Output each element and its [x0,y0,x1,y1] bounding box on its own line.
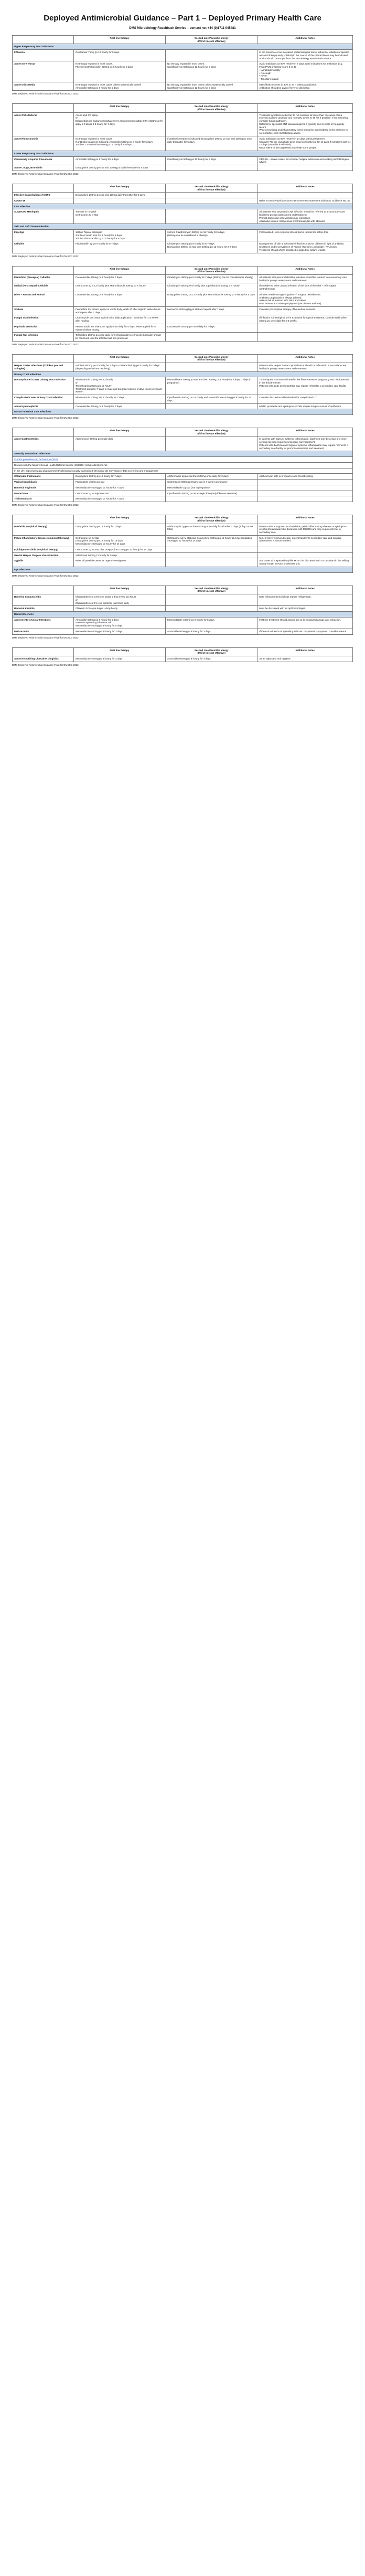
first-line-cell: Ceftriaxone 2g iv 12 hourly plus Metronidazole 400mg po 8 hourly [73,283,165,292]
section-header-row [13,44,353,50]
table-row [13,165,353,171]
notes-cell: For localised – non systemic illness trial of topical 5% before this. [257,230,353,241]
page-footer: DMS Deployed Antimicrobial Guidance Final for DMSCC 2022 [12,172,79,175]
table-row [13,136,353,151]
notes-cell: Consider discussion with MMSRM for complicated UTI. [257,395,353,403]
first-line-cell: Metronidazole 400mg po 12 hourly for 7 days [73,485,165,491]
table-row [13,535,353,547]
condition-cell: Acute Otitis Externa [13,112,74,136]
notes-cell: Azithromycin safe in pregnancy and breastfeeding. [257,474,353,480]
page-footer: DMS Deployed Antimicrobial Guidance Final for DMSCC 2022 [12,254,79,258]
second-line-cell: No therapy required in most cases. Clarithromycin 500mg po 12 hourly for 5 days [166,61,257,82]
notes-cell [257,165,353,171]
second-line-cell: Ceftriaxone 1g IM stat plus Doxycycline 100mg po 12 hourly plus Metronidazole 400mg po 12 hourly for 14 days [166,535,257,547]
table-row [13,324,353,332]
guidance-table [12,184,353,253]
first-line-cell: Fluconazole 150mg po stat [73,480,165,485]
first-line-cell: Refer all possible cases for urgent investigation [73,558,165,567]
second-line-cell: Amoxicillin 500mg po 8 hourly for 3 days [166,656,257,662]
notes-cell: As an adjunct to oral hygiene. [257,656,353,662]
condition-cell: Impetigo [13,230,74,241]
first-line-cell: Doxycycline 200mg po stat and 100mg daily thereafter for 5 days [73,193,165,198]
info-text: Discuss with the Military Sexual Health Referral Service (MHSRS) mshs.rcdm@nhs.net [13,462,353,468]
document-header [12,7,353,35]
column-header: First line therapy [73,104,165,112]
table-header-row [13,36,353,44]
second-line-cell [166,403,257,409]
first-line-cell: Amoxicillin 500mg po 8 hourly for 5 days In severe spreading infections add: Metronidazole 400mg po 8 hourly for 5 days [73,617,165,629]
column-header [13,266,74,274]
second-line-cell [166,165,257,171]
notes-cell: Management of skin & soft tissue infections may be different in light of antibiotic resistance and/or prevalence of Panton-Valentine Leukocidin (PVL) toxin. Treatment should where possible be guided by culture results. [257,241,353,253]
first-line-cell: No therapy required in most cases. Phenoxymethylpenicillin 500mg po 6 hourly for 5 days [73,61,165,82]
notes-cell [257,333,353,341]
condition-cell: Suspected Meningitis [13,209,74,224]
column-header: Second Line/Penicillin allergy (If first line not effective) [166,266,257,274]
condition-cell: Chlamydia trachomatis [13,474,74,480]
table-header-row [13,104,353,112]
first-line-cell: Metronidazole 400mg po 12 hourly for 7 days [73,496,165,502]
info-row [13,462,353,468]
notes-cell: Otitis likely resolves in 80% in 24 h without antibiotics. Antibiotics should be given if fever or discharge. [257,82,353,90]
first-line-cell: Permethrin 5% cream: apply on whole body, wash off after eight to twelve hours and repeat after 7 days [73,306,165,315]
condition-cell: Bacterial Conjunctivitis [13,594,74,606]
condition-cell: Urethritis (empirical therapy) [13,524,74,535]
condition-cell: Herpes Zoster Infections (Chicken pox and Shingles) [13,363,74,371]
table-row [13,61,353,82]
table-row [13,377,353,395]
guidance-tables [12,35,353,666]
first-line-cell: Flucloxacillin 1g po 6 hourly for 5-7 days [73,241,165,253]
section-header-row [13,224,353,230]
page-block [12,184,353,258]
first-line-cell: Aciclovir 800mg po 5 hourly, for 7 days or Valaciclovir 1g po 8 hourly for 7 days (depending on lesions resolving) [73,363,165,371]
column-header: Second Line/Penicillin allergy (If first line not effective) [166,647,257,656]
table-row [13,496,353,502]
page-footer: DMS Deployed Antimicrobial Guidance Final for DMSCC 2022 [12,504,79,507]
page-footer: DMS Deployed Antimicrobial Guidance Final for DMSCC 2022 [12,663,79,666]
second-line-cell [166,558,257,567]
page-footer: DMS Deployed Antimicrobial Guidance Final for DMSCC 2022 [12,343,79,346]
column-header: First line therapy [73,428,165,437]
first-line-cell: Valaciclovir 500mg 12 hourly for 5 days [73,552,165,558]
notes-cell: Avoid antibiotics as 80% resolve in 14 days without treatment. Consider 7th line using high-dose nasal corticosteroid for 14 days if symptoms last for 10 days (note this is off-label). Nasal saline or decongestants may help some people. [257,136,353,151]
guidance-table [12,354,353,415]
condition-cell: Fungal Nail infection [13,333,74,341]
column-header: Additional Notes [257,515,353,524]
page-block [12,428,353,506]
notes-cell: Note chloramphenicol drops require refrigeration. [257,594,353,606]
first-line-cell: Azithromycin 500mg po single dose [73,437,165,451]
condition-cell: Pericoronitis [13,629,74,634]
notes-cell [257,491,353,496]
second-line-cell [166,193,257,198]
column-header [13,586,74,594]
column-header: Additional Notes [257,647,353,656]
first-line-cell: Amoxicillin 500mg po 8 hourly for 5 days [73,156,165,165]
table-row [13,629,353,634]
notes-cell: Treat until symptoms settle but do not continue for more than one week. Keep external auditory canal dry and normally swims to 48 hrs if possible. If not resolving consider fungal pathogen. Referral for specialist ENT opinion required if typically due to settle or frequently recurs. Wide necrotising and inflammatory forms should be administered in the presence of co-morbidity, seek microbiology advice. [257,112,353,136]
table-row [13,50,353,61]
notes-cell: If considered to be caused infection of the face of the orbit – refer urgent ophthalmology. [257,283,353,292]
notes-cell: If infection is intertriginal or for extensive for topical treatment, consider terbinafine 250mg po once daily for 2-6 weeks. [257,315,353,324]
second-line-cell: No therapy required in most cases unless systemically unwell Clarithromycin 500mg po 12 hourly for 5 days [166,82,257,90]
column-header: Second Line/Penicillin allergy (If first line not effective) [166,354,257,363]
second-line-cell: Clotrimazole 500mg pessary stat or 7 days in pregnancy [166,480,257,485]
condition-cell: Community Acquired Pneumonia [13,156,74,165]
first-line-cell: Nitrofurantoin 100mg MR 12 hourly or Trimethoprim 200mg po 12 hourly Treatment duration: 7 days in male and pregnant women, 3 days in non-pregnant women [73,377,165,395]
second-line-cell: Itraconazole 200mg po once daily for 7 days [166,324,257,332]
table-row [13,209,353,224]
table-row [13,198,353,204]
notes-cell: N.B. In Severe pelvic disease, urgent transfer to secondary care and surgical assessment is recommended. [257,535,353,547]
table-row [13,306,353,315]
section-header-row [13,611,353,617]
second-line-cell [166,594,257,606]
page-block [12,354,353,419]
table-row [13,241,353,253]
column-header: Additional Notes [257,266,353,274]
table-row [13,606,353,612]
table-header-row [13,266,353,274]
first-line-cell: No therapy required in most cases If antibiotic treatment indicated: Amoxicillin 500mg po 8 hourly for 5 days 2nd line: Co-amoxiclav 625mg po 8 hourly for 5 days [73,136,165,151]
second-line-cell: Clarithromycin 500mg po 12 hourly for 5 days [166,156,257,165]
page-block [12,103,353,175]
table-row [13,480,353,485]
column-header: First line therapy [73,515,165,524]
table-row [13,403,353,409]
first-line-cell: Co-amoxiclav 625mg po 8 hourly for 7 days [73,403,165,409]
column-header: Additional Notes [257,104,353,112]
condition-cell: COVID-19 [13,198,74,204]
table-row [13,156,353,165]
column-header: Second Line/Penicillin allergy (If first line not effective) [166,184,257,192]
column-header [13,184,74,192]
first-line-cell: Doxycycline 100mg po 12 hourly for 7 days [73,474,165,480]
condition-cell: Vaginal Candidiasis [13,480,74,485]
section-title: Sexually Transmitted Infections [13,451,353,457]
table-row [13,82,353,90]
column-header [13,515,74,524]
first-line-cell: Ceftriaxone 1g IM stat plus Doxycycline 100mg po 12 hourly for 14 days [73,547,165,552]
table-row [13,292,353,306]
guidance-table [12,428,353,502]
guidance-table [12,103,353,171]
page-block [12,586,353,639]
page-footer: DMS Deployed Antimicrobial Guidance Final for DMSCC 2022 [12,574,79,577]
section-title: Eye Infections [13,567,353,572]
section-header-row [13,151,353,156]
condition-cell: Trichomoniasis [13,496,74,502]
first-line-cell: Doxycycline 100mg po 12 hourly for 7 days [73,524,165,535]
info-text: In the UK: https://www.gov.uk/government/collections/sexually-transmitted-infections-stis-surveillance-data-screening-and-management [13,468,353,474]
condition-cell: Acute Cough, Bronchitis [13,165,74,171]
condition-cell: Acute Sore Throat [13,61,74,82]
first-line-cell: Metronidazole 400mg po 8 hourly for 3 days [73,629,165,634]
condition-cell: Acute Necrotising Ulcerative Gingivitis [13,656,74,662]
table-row [13,274,353,283]
column-header [13,647,74,656]
section-header-row [13,204,353,209]
notes-cell: In the presence of an increased epidemiological risk of influenza, initiation of specific anti-viral therapy early (<48hrs) in the course of the clinical illness may be indicated. Advice should be sought from the Microbiology Reach Back service. [257,50,353,61]
condition-cell: Periorbital (Preseptal) Cellulitis [13,274,74,283]
notes-cell: In patients with signs of systemic inflammation, diarrhoea may be a sign of a more serious infection requiring secondary care treatment. Patients with diarrhoea and signs of systemic inflammation may require referral to a secondary care facility for prompt assessment and treatment. [257,437,353,451]
column-header: Additional Notes [257,354,353,363]
second-line-cell [166,50,257,61]
condition-cell: Bacterial Vaginosis [13,485,74,491]
section-title: Skin and Soft Tissue Infection [13,224,353,230]
column-header: First line therapy [73,586,165,594]
notes-cell: All bites need thorough irrigation +/- surgical debridement. Antibiotic prophylaxis is always advised. Assess risk of tetanus, HIV, BBV and rabies. Note tetanus and rabies prophylaxis (vaccination and IGs). [257,292,353,306]
notes-cell [257,496,353,502]
table-row [13,395,353,403]
section-header-row [13,451,353,457]
guidance-table [12,586,353,635]
notes-cell: CRB-65 – severe cases: ≥2 consider hospital admission and seeking microbiological advice. [257,156,353,165]
second-line-cell [166,552,257,558]
condition-cell: Gonorrhoea [13,491,74,496]
column-header [13,36,74,44]
first-line-cell: No therapy required in most cases unless systemically unwell Amoxicillin 500mg po 8 hourly for 5 days [73,82,165,90]
second-line-cell: If antibiotic treatment indicated: Doxycycline 200mg po stat and 100mg po once daily thereafter for 5 days [166,136,257,151]
table-row [13,656,353,662]
table-row [13,283,353,292]
first-line-cell: Clotrimazole 1% cream topical twice daily application - continue for 1-2 weeks after healing [73,315,165,324]
page-footer: DMS Deployed Antimicrobial Guidance Final for DMSCC 2022 [12,417,79,420]
table-row [13,617,353,629]
section-title: CNS Infection [13,204,353,209]
notes-cell: Consider pre-emptive therapy of household contacts. [257,306,353,315]
condition-cell: Syphilis [13,558,74,567]
notes-cell: Refer to DMS Physician COVID-19 consensus statement and NICE Guidance NG191 [257,198,353,204]
second-line-cell [166,437,257,451]
second-line-cell [166,333,257,341]
notes-cell: Must be discussed with an ophthalmologist. [257,606,353,612]
notes-cell [257,547,353,552]
second-line-cell [166,363,257,371]
column-header: First line therapy [73,36,165,44]
second-line-cell: Ciprofloxacin 500mg po 12 hourly and Metronidazole 400mg po 8 hourly for 14 days [166,395,257,403]
first-line-cell: Transfer to hospital Ceftriaxone 2g iv stat [73,209,165,224]
section-header-row [13,567,353,572]
first-line-cell: Co-amoxiclav 625mg po 8 hourly for 5 days [73,292,165,306]
column-header: Additional Notes [257,586,353,594]
condition-cell: Cellulitis [13,241,74,253]
table-row [13,547,353,552]
column-header: Additional Notes [257,428,353,437]
notes-cell: NOTE: prostatitis and epididymo-orchitis require longer courses of antibiotics. [257,403,353,409]
notes-cell [257,193,353,198]
table-row [13,558,353,567]
column-header [13,354,74,363]
second-line-cell [166,547,257,552]
condition-cell: Fungal Skin infection [13,315,74,324]
column-header [13,428,74,437]
first-line-cell: Ketoconazole 2% shampoo: apply once daily for 5 days, leave applied for 5 minutes before rinsing [73,324,165,332]
section-title: Urinary Tract Infections [13,371,353,377]
column-header: First line therapy [73,354,165,363]
column-header: Second Line/Penicillin allergy (If first line not effective) [166,104,257,112]
table-row [13,485,353,491]
table-header-row [13,647,353,656]
table-row [13,594,353,606]
notes-cell [257,480,353,485]
condition-cell: Complicated Lower Urinary Tract Infection [13,395,74,403]
notes-cell: First line treatment should always aim to be surgical drainage and extraction. [257,617,353,629]
column-header: First line therapy [73,266,165,274]
section-title: Gastro intestinal tract Infections [13,409,353,415]
first-line-cell: Ofloxacin 0.3% eye drops 1 drop hourly [73,606,165,612]
table-row [13,474,353,480]
first-line-cell: Nitrofurantoin 100mg MR 12 hourly for 7 days [73,395,165,403]
info-row [13,468,353,474]
first-line-cell [73,198,165,204]
table-row [13,552,353,558]
column-header: Second Line/Penicillin allergy (If first line not effective) [166,36,257,44]
notes-cell: All patients with suspected CNS infection should be referred to a secondary care facility for prompt assessment and treatment. Prompt discussion with Microbiology reachback. Alternative routes: Intravenous or Intramuscular with lidocaine [257,209,353,224]
table-row [13,112,353,136]
second-line-cell: Metronidazole 2g stat (not in pregnancy) [166,485,257,491]
condition-cell: Acute Pyelonephritis [13,403,74,409]
condition-cell: Scabies [13,306,74,315]
page-block [12,515,353,577]
table-header-row [13,515,353,524]
table-row [13,315,353,324]
section-header-row [13,409,353,415]
page-block [12,647,353,666]
notes-cell: Patients with non-gonococcal urethritis, pelvic inflammatory disease or epididymo-orchitis should always be discussed with MHSRS and may require referral to secondary care. [257,524,353,535]
guidance-table [12,35,353,91]
page-footer: DMS Deployed Antimicrobial Guidance Final for DMSCC 2022 [12,92,79,95]
first-line-cell: Oseltamivir 75mg po 12 hourly for 5 days [73,50,165,61]
condition-cell: Genital Herpes Simplex Virus infection [13,552,74,558]
guidance-table [12,515,353,573]
section-header-row [13,371,353,377]
second-line-cell: Azithromycin 1g po stat then 500mg once daily for 2 days [166,474,257,480]
condition-cell: Bacterial Keratitis [13,606,74,612]
table-header-row [13,586,353,594]
page-block [12,35,353,95]
second-line-cell [166,496,257,502]
notes-cell: ALL cases of suspected syphilis MUST be discussed with a Consultant in the Military Sexual Health Service or relevant unit. [257,558,353,567]
guidance-table [12,647,353,662]
section-title: Upper Respiratory Tract Infections [13,44,353,50]
link-row [13,457,353,463]
condition-cell: Pelvic Inflammatory Disease (empirical therapy) [13,535,74,547]
column-header: Additional Notes [257,36,353,44]
first-line-cell: Doxycycline 200mg po stat and 100mg po daily thereafter for 5 days [73,165,165,171]
page [12,0,353,680]
second-line-cell [166,198,257,204]
notes-cell [257,552,353,558]
table-row [13,333,353,341]
column-header [13,104,74,112]
first-line-cell: Chloramphenicol 0.5% eye drops 1 drop every two hours or Chloramphenicol 1% eye ointment four times daily [73,594,165,606]
first-line-cell: Terbinafine 250mg po once daily for 6 (fingernails) to 12 weeks (toenails) should be continued until the affected nail has grown out [73,333,165,341]
condition-cell: Epididymo-orchitis (empirical therapy) [13,547,74,552]
table-row [13,524,353,535]
page-footer: DMS Deployed Antimicrobial Guidance Final for DMSCC 2022 [12,636,79,639]
notes-cell: Avoid antibiotics as 80% resolve in 7 days. Note indications for antibiotics (e.g. FeverPAIN or Centor score 3 or 4): • Lymphadenopathy • No cough • Fever • Tonsillar exudate [257,61,353,82]
guidelines-link[interactable]: Current guidelines can be found in OGGs [13,457,353,463]
second-line-cell [166,315,257,324]
condition-cell: Acute Rhinosinusitis [13,136,74,151]
notes-cell: Patients with Herpes Zoster Ophthalmicus should be referred to a secondary care facility for prompt assessment and treatment. [257,363,353,371]
page-title: Deployed Antimicrobial Guidance – Part 1 – Deployed Primary Health Care [44,14,321,23]
first-line-cell: 1st line Topical antiseptic 2nd line Fusidic acid 2% 8 hourly for 5 days 3rd line Flucloxacillin 1g po 6 hourly for 5 days [73,230,165,241]
second-line-cell [166,606,257,612]
second-line-cell: Clindamycin 450mg po 6 hourly for 7 days (600mg can be considered in obesity) [166,274,257,283]
condition-cell: Pityriasis Versicolor [13,324,74,332]
first-line-cell: Ceftriaxone 1g IM injection stat [73,491,165,496]
notes-cell: All patients with peri-orbital/orbital infection should be referred to a secondary care facility for prompt assessment and treatment. [257,274,353,283]
column-header: Additional Notes [257,184,353,192]
second-line-cell: Doxycycline 100mg po 12 hourly plus Metronidazole 400mg po 8 hourly for 5 days [166,292,257,306]
page-subtitle: DMS Microbiology Reachback Service – contact no: +44 (0)1711 945481 [129,27,236,30]
second-line-cell: Pivmecillinam 400mg po stat and then 200mg po 8 hourly for 3 days (7 days in pregnancy) [166,377,257,395]
second-line-cell: Azithromycin 1g po stat then 500mg once daily for a further 2 days (3 day course total) [166,524,257,535]
second-line-cell: Ciprofloxacin 500mg po as a single dose (only if known sensitive) [166,491,257,496]
column-header: Second Line/Penicillin allergy (If first line not effective) [166,586,257,594]
condition-cell: Bites – Human and Animal [13,292,74,306]
table-row [13,230,353,241]
notes-cell [257,485,353,491]
condition-cell: Uncomplicated Lower Urinary Tract Infection [13,377,74,395]
column-header: Second Line/Penicillin allergy (If first line not effective) [166,515,257,524]
column-header: First line therapy [73,184,165,192]
condition-cell: Orbital (Post-Septal) Cellulitis [13,283,74,292]
second-line-cell [166,112,257,136]
table-header-row [13,428,353,437]
notes-cell: Trimethoprim is contra-indicated in the first trimester of pregnancy and nitrofurantoin in the third trimester. Patients with acute pyelonephritis may require referral to a secondary care facility. [257,377,353,395]
column-header: First line therapy [73,647,165,656]
condition-cell: Acute Gastroenteritis [13,437,74,451]
page-block [12,266,353,346]
table-row [13,363,353,371]
table-row [13,193,353,198]
table-row [13,437,353,451]
second-line-cell: Clindamycin 600mg iv 6 hourly plus Ciprofloxacin 400mg iv 8 hourly [166,283,257,292]
table-header-row [13,354,353,363]
second-line-cell: Clindamycin 450mg po 6 hourly for 5-7 days Doxycycline 200mg po stat then 100mg po 12 hourly for 5-7 days [166,241,257,253]
table-row [13,491,353,496]
notes-cell: If there is evidence of spreading infection or systemic symptoms, consider referral. [257,629,353,634]
table-header-row [13,184,353,192]
condition-cell: Influenza [13,50,74,61]
notes-cell [257,324,353,332]
second-line-cell [166,209,257,224]
second-line-cell: 3rd line Clarithromycin 500mg po 12 hourly for 5 days (500mg can be considered in obesity) [166,230,257,241]
first-line-cell: Ceftriaxone 1g IM stat Doxycycline 100mg po 12 hourly for 14 days Metronidazole 400mg po 12 hourly for 14 days [73,535,165,547]
first-line-cell: Metronidazole 400mg po 8 hourly for 3 days [73,656,165,662]
guidance-table [12,266,353,342]
condition-cell: Acute Dento-Alveolar Infections [13,617,74,629]
condition-cell: Infective Exacerbation of COPD [13,193,74,198]
first-line-cell: Acetic acid 2% spray or Betamethasone sodium phosphate 0.1% with neomycin sulfate 0.5% (Betnesol-N) apply 2-3 drops 6-8 hourly for 7 days [73,112,165,136]
second-line-cell: Metronidazole 400mg po 8 hourly for 5 days [166,617,257,629]
section-title: Lower Respiratory Tract Infections [13,151,353,156]
first-line-cell: Co-amoxiclav 625mg po 8 hourly for 7 days [73,274,165,283]
second-line-cell: Amoxicillin 500mg po 8 hourly for 3 days [166,629,257,634]
second-line-cell: Ivermectin 200mcg/kg po stat and repeat after 7 days [166,306,257,315]
column-header: Second Line/Penicillin allergy (If first line not effective) [166,428,257,437]
condition-cell: Acute Otitis Media [13,82,74,90]
section-title: Dental Infections [13,611,353,617]
